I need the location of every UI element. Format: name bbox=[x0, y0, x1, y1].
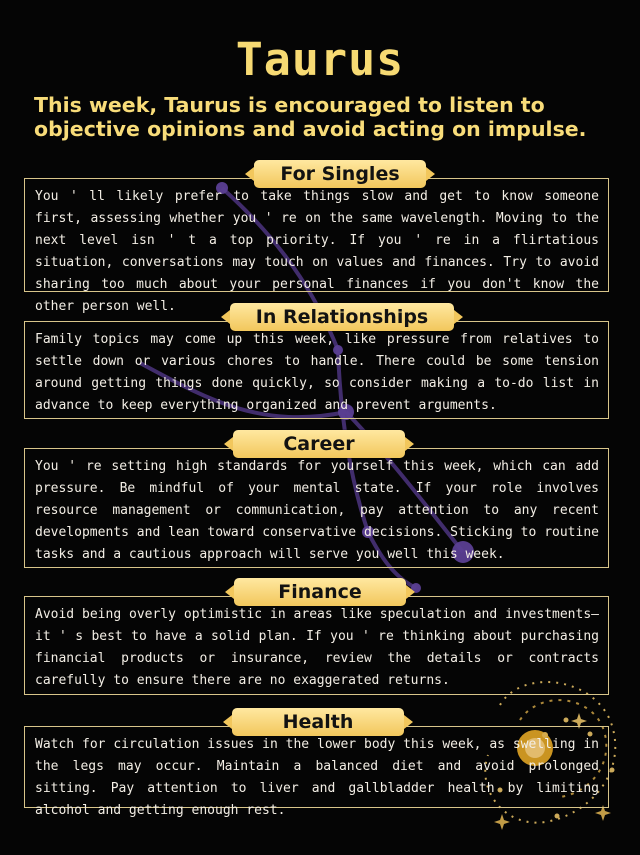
section-health bbox=[24, 711, 609, 818]
section-finance bbox=[24, 581, 609, 695]
section-text-career: You ' re setting high standards for yourself this week, which can add pressure. Be mindful of your mental state. If your role involves resource management or communication, pay attention to any recent developments and lean toward conservative decisions. Sticking to routine tasks and a cautious approach will serve you well this week. bbox=[35, 459, 599, 562]
page-subtitle: This week, Taurus is encouraged to listen to objective opinions and avoid acting on impulse. bbox=[34, 93, 587, 141]
section-label-in-relationships: In Relationships bbox=[230, 303, 454, 331]
section-label-finance: Finance bbox=[234, 578, 406, 606]
section-for-singles bbox=[24, 163, 609, 314]
page-title: Taurus bbox=[235, 33, 405, 86]
section-label-for-singles: For Singles bbox=[254, 160, 426, 188]
section-text-for-singles: You ' ll likely prefer to take things slow and get to know someone first, assessing whether you ' re on the same wavelength. Moving to the next level isn ' t a top priority. If you ' re in a flirtatious situation, conversations may touch on values and finances. Try to avoid sharing too much about your personal finances if you don't know the other person well. bbox=[35, 189, 599, 314]
section-in-relationships bbox=[24, 306, 609, 419]
section-text-health: Watch for circulation issues in the lower body this week, as swelling in the legs may occur. Maintain a balanced diet and avoid prolonged sitting. Pay attention to liver and gallbladder health by limiting alcohol and getting enough rest. bbox=[35, 737, 599, 818]
section-career bbox=[24, 433, 609, 568]
section-text-in-relationships: Family topics may come up this week, like pressure from relatives to settle down or various chores to handle. There could be some tension around getting things done quickly, so consider making a to-do list in advance to keep everything organized and prevent arguments. bbox=[35, 332, 599, 413]
section-label-career: Career bbox=[233, 430, 405, 458]
section-text-finance: Avoid being overly optimistic in areas like speculation and investments—it ' s best to have a solid plan. If you ' re thinking about purchasing financial products or insurance, review the details or contracts carefully to ensure there are no exaggerated returns. bbox=[35, 607, 599, 688]
section-label-health: Health bbox=[232, 708, 404, 736]
